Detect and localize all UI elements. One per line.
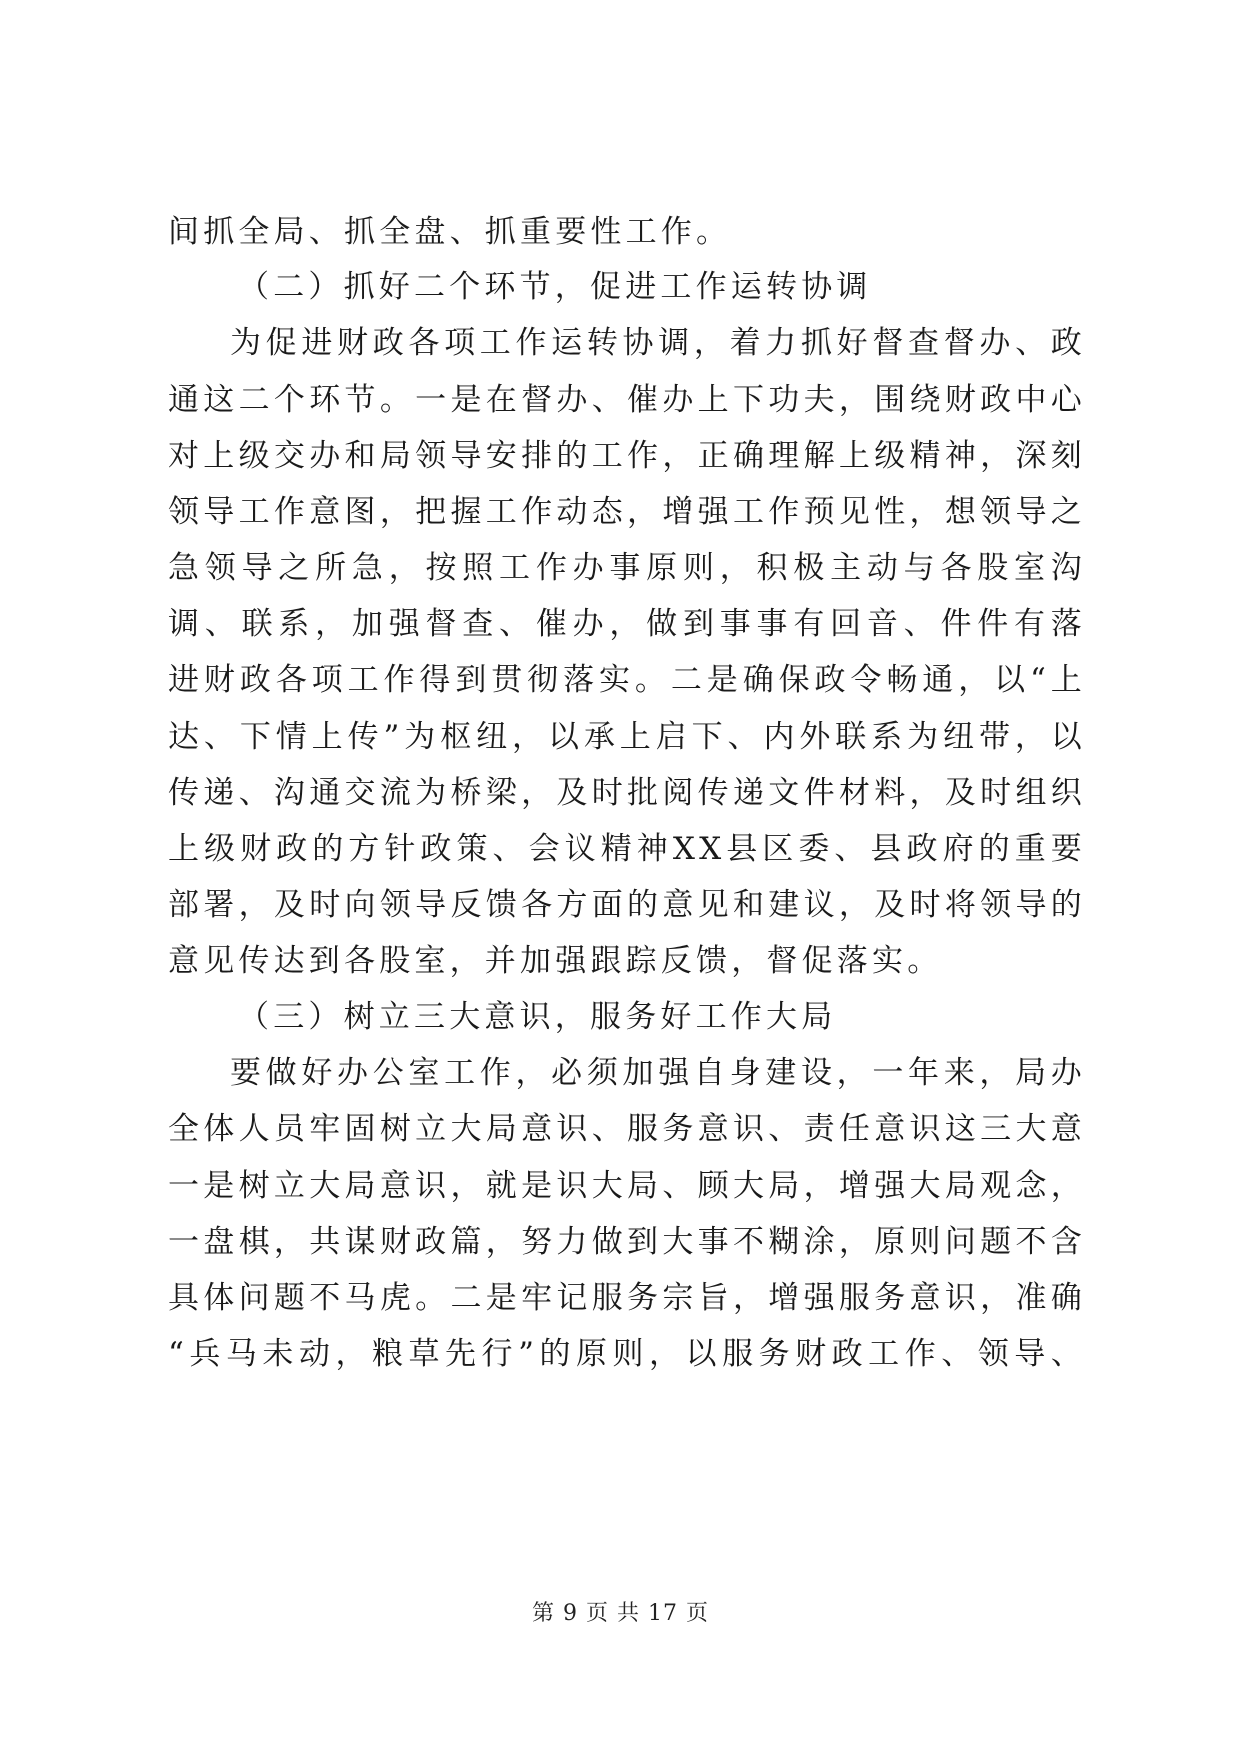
- paragraph-line: 达、下情上传”为枢纽，以承上启下、内外联系为纽带，以: [168, 719, 1086, 755]
- section-heading: （三）树立三大意识，服务好工作大局: [238, 999, 837, 1035]
- paragraph-line: 一是树立大局意识，就是识大局、顾大局，增强大局观念，: [168, 1168, 1086, 1204]
- paragraph-line: 要做好办公室工作，必须加强自身建设，一年来，局办: [230, 1055, 1086, 1091]
- paragraph-line: 意见传达到各股室，并加强跟踪反馈，督促落实。: [168, 943, 943, 979]
- section-heading: （二）抓好二个环节，促进工作运转协调: [238, 269, 872, 305]
- paragraph-line: 通这二个环节。一是在督办、催办上下功夫，围绕财政中心: [168, 382, 1086, 418]
- paragraph-line: 具体问题不马虎。二是牢记服务宗旨，增强服务意识，准确: [168, 1280, 1086, 1316]
- page-number-footer: 第 9 页 共 17 页: [532, 1601, 709, 1626]
- paragraph-line: 部署，及时向领导反馈各方面的意见和建议，及时将领导的: [168, 887, 1086, 923]
- paragraph-line: 间抓全局、抓全盘、抓重要性工作。: [168, 214, 732, 250]
- paragraph-line: 急领导之所急，按照工作办事原则，积极主动与各股室沟: [168, 550, 1086, 586]
- paragraph-line: “兵马未动，粮草先行”的原则，以服务财政工作、领导、: [168, 1336, 1086, 1372]
- paragraph-line: 全体人员牢固树立大局意识、服务意识、责任意识这三大意: [168, 1111, 1086, 1147]
- paragraph-line: 上级财政的方针政策、会议精神XX县区委、县政府的重要: [168, 831, 1086, 867]
- paragraph-line: 进财政各项工作得到贯彻落实。二是确保政令畅通，以“上: [168, 662, 1086, 698]
- paragraph-line: 为促进财政各项工作运转协调，着力抓好督查督办、政: [230, 325, 1086, 361]
- paragraph-line: 领导工作意图，把握工作动态，增强工作预见性，想领导之: [168, 494, 1086, 530]
- paragraph-line: 传递、沟通交流为桥梁，及时批阅传递文件材料，及时组织: [168, 775, 1086, 811]
- paragraph-line: 对上级交办和局领导安排的工作，正确理解上级精神，深刻: [168, 438, 1086, 474]
- paragraph-line: 一盘棋，共谋财政篇，努力做到大事不糊涂，原则问题不含: [168, 1224, 1086, 1260]
- paragraph-line: 调、联系，加强督查、催办，做到事事有回音、件件有落: [168, 606, 1086, 642]
